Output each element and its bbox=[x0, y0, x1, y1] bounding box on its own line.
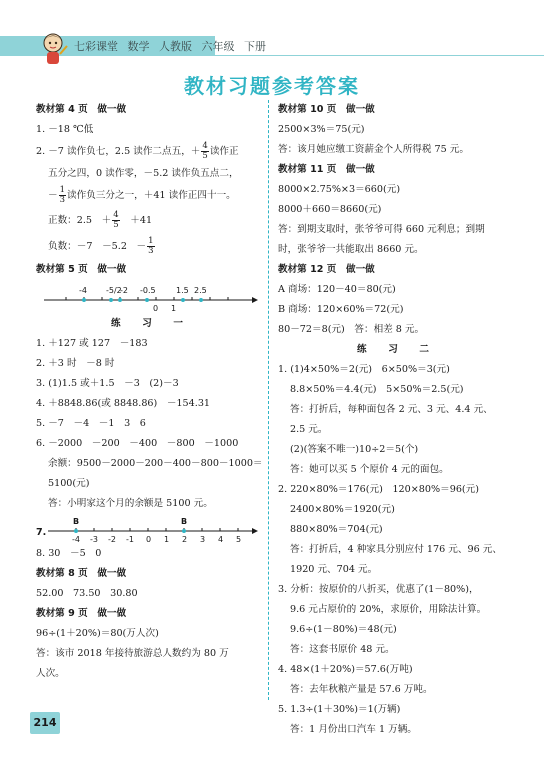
answer-line: 答：该月她应缴工资薪金个人所得税 75 元。 bbox=[278, 144, 469, 155]
denominator: 5 bbox=[113, 220, 119, 230]
series-name: 七彩课堂 bbox=[74, 40, 118, 53]
number-line-2-graphic bbox=[36, 514, 264, 544]
grade: 六年级 bbox=[201, 40, 235, 53]
answer-line: 2500×3%＝75(元) bbox=[278, 124, 365, 135]
answer-line: 5. －7 －4 －1 3 6 bbox=[36, 418, 146, 429]
answer-line: 880×80%＝704(元) bbox=[290, 524, 383, 535]
answer-line: 答：小明家这个月的余额是 5100 元。 bbox=[48, 498, 213, 509]
answer-line: (2)(答案不唯一)10÷2＝5(个) bbox=[290, 444, 419, 455]
answer-line: 答：她可以买 5 个原价 4 元的面包。 bbox=[290, 464, 449, 475]
answer-line bbox=[36, 208, 264, 234]
answer-line: B 商场：120×60%＝72(元) bbox=[278, 304, 404, 315]
nl1-label-bottom: 1 bbox=[171, 304, 177, 313]
numerator: 1 bbox=[148, 236, 154, 246]
number-line-2 bbox=[36, 514, 264, 544]
nl1-label-top: -5/2 bbox=[106, 286, 122, 295]
section-heading: 教材第 8 页 做一做 bbox=[36, 568, 127, 579]
answer-line: 答：1 月份出口汽车 1 万辆。 bbox=[290, 724, 417, 735]
answer-line: A 商场：120－40＝80(元) bbox=[278, 284, 396, 295]
answer-line: 余额：9500－2000－200－400－800－1000＝ bbox=[48, 458, 263, 469]
section-heading: 教材第 4 页 做一做 bbox=[36, 104, 127, 115]
svg-text:7.: 7. bbox=[36, 527, 47, 538]
answer-line: 答：去年秋粮产量是 57.6 万吨。 bbox=[290, 684, 433, 695]
fraction bbox=[112, 211, 119, 230]
nl2-tick: 2 bbox=[182, 535, 188, 544]
volume: 下册 bbox=[244, 40, 266, 53]
nl2-tick: 1 bbox=[164, 535, 170, 544]
answer-line: 1. (1)4×50%＝2(元) 6×50%＝3(元) bbox=[278, 364, 450, 375]
fraction bbox=[201, 142, 208, 161]
exercise-heading: 练 习 二 bbox=[357, 344, 435, 355]
answer-line: 3. (1)1.5 或＋1.5 －3 (2)－3 bbox=[36, 378, 179, 389]
number-line-1 bbox=[36, 280, 264, 314]
answer-text: 正数：2.5 ＋ bbox=[48, 215, 112, 226]
numerator: 4 bbox=[113, 210, 119, 220]
answer-line: 6. －2000 －200 －400 －800 －1000 bbox=[36, 438, 239, 449]
nl2-tick: 3 bbox=[200, 535, 206, 544]
answer-line bbox=[36, 140, 264, 164]
answer-line: 五分之四，0 读作零，－5.2 读作负五点二， bbox=[48, 168, 239, 179]
fraction bbox=[59, 186, 66, 205]
mascot-icon bbox=[36, 30, 70, 66]
answer-line: 8000＋660＝8660(元) bbox=[278, 204, 382, 215]
answer-line: 52.00 73.50 30.80 bbox=[36, 588, 138, 599]
section-heading: 教材第 10 页 做一做 bbox=[278, 104, 375, 115]
header-rule bbox=[215, 55, 544, 56]
numerator: 4 bbox=[202, 141, 208, 151]
answer-line: 9.6 元占原价的 20%，求原价，用除法计算。 bbox=[290, 604, 487, 615]
nl1-label-top: -0.5 bbox=[140, 286, 156, 295]
subject: 数学 bbox=[127, 40, 150, 53]
answer-line: 96÷(1＋20%)＝80(万人次) bbox=[36, 628, 159, 639]
answer-line bbox=[36, 234, 264, 260]
answer-text: － bbox=[48, 190, 58, 201]
answer-line bbox=[36, 184, 264, 208]
header-text bbox=[74, 38, 272, 54]
answer-line: 2400×80%＝1920(元) bbox=[290, 504, 395, 515]
answer-line: 8000×2.75%×3＝660(元) bbox=[278, 184, 401, 195]
number-line-1-graphic bbox=[36, 280, 264, 314]
answer-line: 1. －18 ℃低 bbox=[36, 124, 94, 135]
fraction bbox=[147, 237, 154, 256]
edition: 人教版 bbox=[159, 40, 192, 53]
nl1-label-top: 2.5 bbox=[194, 286, 207, 295]
answer-text: 2. －7 读作负七，2.5 读作二点五，＋ bbox=[36, 146, 201, 157]
nl2-label-b: B bbox=[181, 517, 188, 526]
nl2-tick: -3 bbox=[90, 535, 98, 544]
answer-text: ＋41 bbox=[120, 215, 153, 226]
answer-line: 答：该市 2018 年接待旅游总人数约为 80 万 bbox=[36, 648, 229, 659]
section-heading: 教材第 11 页 做一做 bbox=[278, 164, 375, 175]
answer-line: 1920 元、704 元。 bbox=[290, 564, 378, 575]
answer-line: 人次。 bbox=[36, 668, 65, 679]
answer-line: 8. 30 －5 0 bbox=[36, 548, 102, 559]
answer-line: 3. 分析：按原价的八折买，优惠了(1－80%)， bbox=[278, 584, 479, 595]
page-title: 教材习题参考答案 bbox=[184, 74, 360, 98]
nl2-tick: 4 bbox=[218, 535, 224, 544]
nl2-tick: -1 bbox=[126, 535, 134, 544]
answer-text: 读作负三分之一，＋41 读作正四十一。 bbox=[67, 190, 236, 201]
answer-line: 1. ＋127 或 127 －183 bbox=[36, 338, 148, 349]
answer-line: 80－72＝8(元) 答：相差 8 元。 bbox=[278, 324, 425, 335]
section-heading: 教材第 9 页 做一做 bbox=[36, 608, 127, 619]
section-heading: 教材第 12 页 做一做 bbox=[278, 264, 375, 275]
exercise-heading: 练 习 一 bbox=[111, 318, 189, 329]
answer-line: 2. 220×80%＝176(元) 120×80%＝96(元) bbox=[278, 484, 480, 495]
nl2-label-b: B bbox=[73, 517, 80, 526]
nl1-label-bottom: 0 bbox=[153, 304, 159, 313]
answer-line: 答：到期支取时，张爷爷可得 660 元利息；到期 bbox=[278, 224, 485, 235]
answer-line: 2. ＋3 时 －8 时 bbox=[36, 358, 115, 369]
numerator: 1 bbox=[59, 185, 66, 195]
nl1-label-top: 1.5 bbox=[176, 286, 189, 295]
nl1-label-top: -4 bbox=[79, 286, 87, 295]
denominator: 5 bbox=[202, 151, 208, 161]
denominator: 3 bbox=[148, 246, 154, 256]
answer-line: 4. ＋8848.86(或 8848.86) －154.31 bbox=[36, 398, 211, 409]
answer-line: 5100(元) bbox=[48, 478, 90, 489]
answer-line: 时，张爷爷一共能取出 8660 元。 bbox=[278, 244, 424, 255]
answer-text: 负数：－7 －5.2 － bbox=[48, 241, 147, 252]
answer-line: 答：打折后，每种面包各 2 元、3 元、4.4 元、 bbox=[290, 404, 493, 415]
answer-line: 答：这套书原价 48 元。 bbox=[290, 644, 395, 655]
nl2-tick: 0 bbox=[146, 535, 152, 544]
nl1-label-top: -2 bbox=[120, 286, 128, 295]
answer-line: 8.8×50%＝4.4(元) 5×50%＝2.5(元) bbox=[290, 384, 464, 395]
left-column bbox=[36, 100, 264, 684]
page-number: 214 bbox=[30, 712, 60, 734]
nl2-tick: -2 bbox=[108, 535, 116, 544]
answer-line: 答：打折后，4 种家具分别应付 176 元、96 元、 bbox=[290, 544, 502, 555]
column-divider bbox=[268, 100, 269, 700]
denominator: 3 bbox=[59, 195, 66, 205]
answer-text: 读作正 bbox=[209, 146, 239, 157]
answer-line: 4. 48×(1＋20%)＝57.6(万吨) bbox=[278, 664, 413, 675]
answer-line: 9.6÷(1－80%)＝48(元) bbox=[290, 624, 397, 635]
section-heading: 教材第 5 页 做一做 bbox=[36, 264, 127, 275]
right-column bbox=[278, 100, 514, 740]
answer-line: 5. 1.3÷(1＋30%)＝1(万辆) bbox=[278, 704, 401, 715]
nl2-tick: 5 bbox=[236, 535, 242, 544]
answer-line: 2.5 元。 bbox=[290, 424, 328, 435]
nl2-tick: -4 bbox=[72, 535, 80, 544]
